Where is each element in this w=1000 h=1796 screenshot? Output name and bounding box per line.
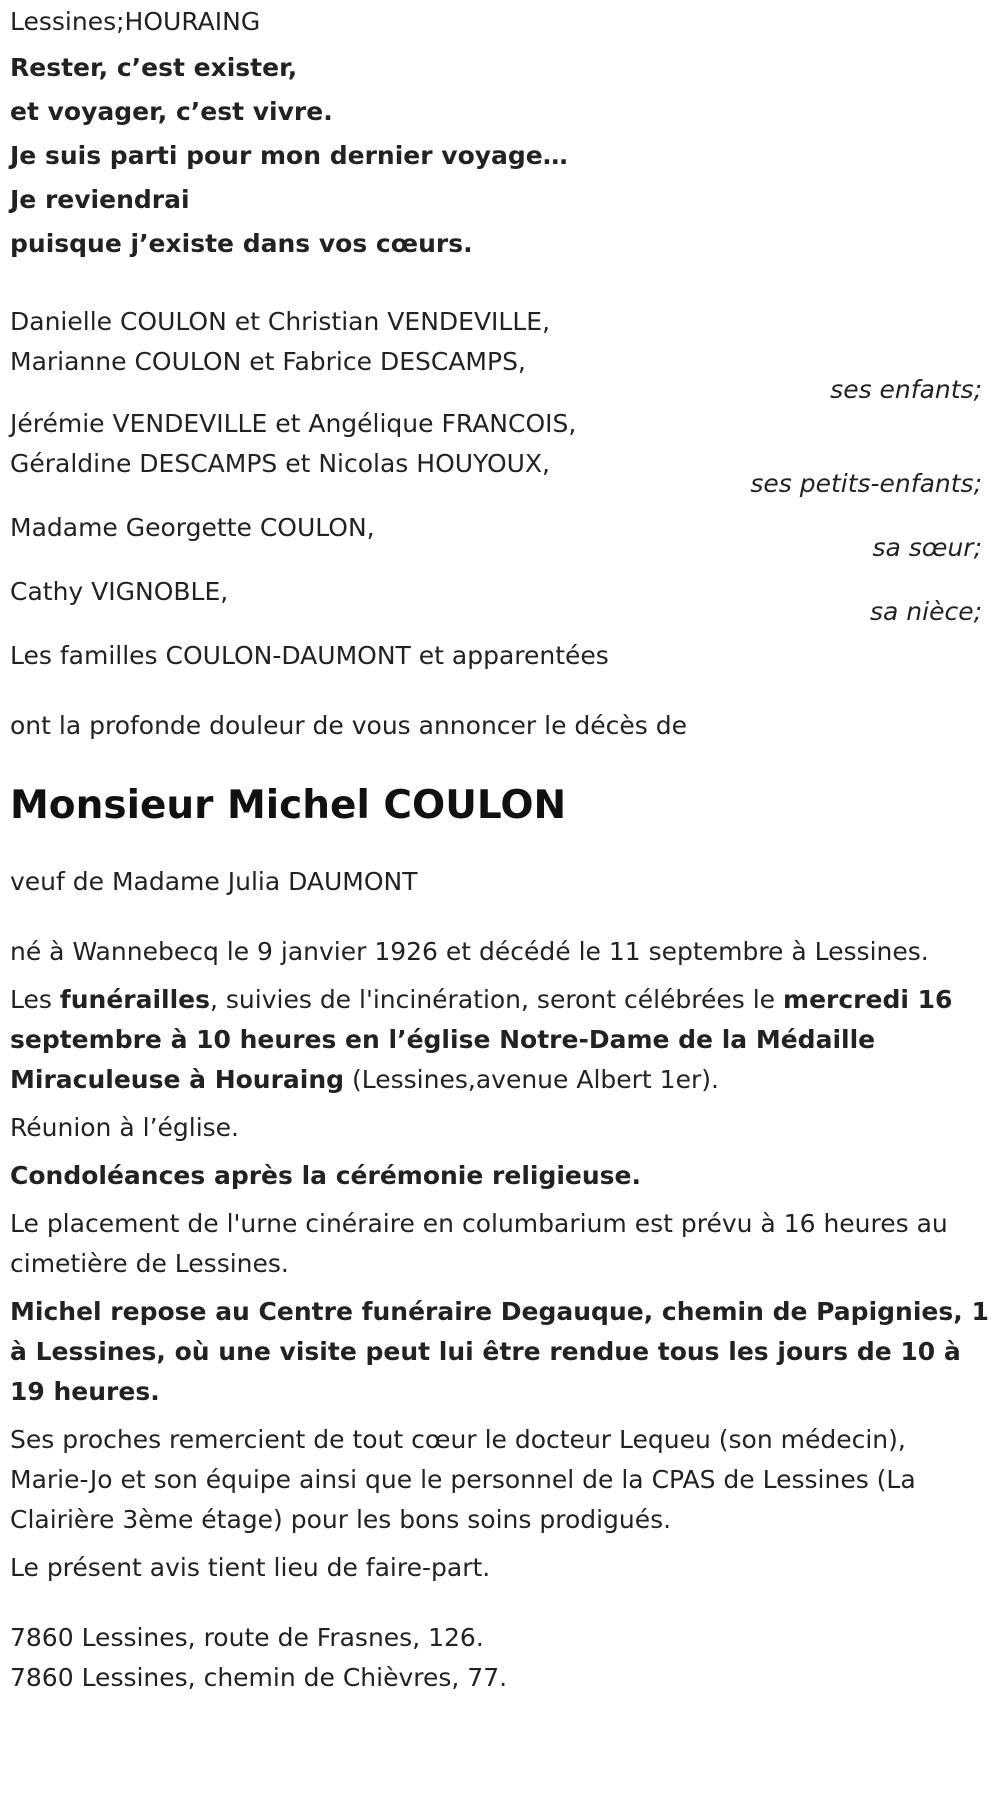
poem-line: et voyager, c’est vivre. xyxy=(10,97,333,126)
poem xyxy=(10,46,990,266)
rest-paragraph: Michel repose au Centre funéraire Degauque, chemin de Papignies, 1 à Lessines, où une visite peut lui être rendue tous les jours de 10 à 19 heures. xyxy=(10,1297,989,1406)
family-member: Madame Georgette COULON, xyxy=(10,513,375,542)
funeral-text: Les xyxy=(10,985,60,1014)
funeral-details: mercredi 16 septembre à 10 heures en l’église Notre-Dame de la Médaille Miraculeuse à Houraing xyxy=(10,985,953,1094)
thanks-paragraph: Ses proches remercient de tout cœur le docteur Lequeu (son médecin), Marie-Jo et son équipe ainsi que le personnel de la CPAS de Lessines (La Clairière 3ème étage) pour les bons soins prodigués. xyxy=(10,1425,916,1534)
family-member: Jérémie VENDEVILLE et Angélique FRANCOIS, xyxy=(10,409,577,438)
family-role: sa sœur; xyxy=(872,533,982,562)
family-member: Les familles COULON-DAUMONT et apparentées xyxy=(10,641,609,670)
family-role: ses enfants; xyxy=(830,375,982,404)
address-list xyxy=(10,1618,990,1698)
poem-line: puisque j’existe dans vos cœurs. xyxy=(10,229,473,258)
family-member: Danielle COULON et Christian VENDEVILLE, xyxy=(10,307,551,336)
obituary-page xyxy=(0,2,1000,1796)
address-line: 7860 Lessines, route de Frasnes, 126. xyxy=(10,1623,484,1652)
family-member: Géraldine DESCAMPS et Nicolas HOUYOUX, xyxy=(10,449,551,478)
birth-death-line: né à Wannebecq le 9 janvier 1926 et décédé le 11 septembre à Lessines. xyxy=(10,937,929,966)
address-line: 7860 Lessines, chemin de Chièvres, 77. xyxy=(10,1663,508,1692)
family-member: Cathy VIGNOBLE, xyxy=(10,577,229,606)
funeral-keyword: funérailles xyxy=(59,985,211,1014)
notice-line: Le présent avis tient lieu de faire-part. xyxy=(10,1553,491,1582)
condolences-line: Condoléances après la cérémonie religieuse. xyxy=(10,1161,642,1190)
funeral-address: (Lessines,avenue Albert 1er). xyxy=(344,1065,719,1094)
meeting-line: Réunion à l’église. xyxy=(10,1113,240,1142)
widow-line: veuf de Madame Julia DAUMONT xyxy=(10,867,418,896)
location-header: Lessines;HOURAING xyxy=(10,7,261,36)
family-role: sa nièce; xyxy=(869,597,982,626)
announcement: ont la profonde douleur de vous annoncer le décès de xyxy=(10,711,688,740)
urn-paragraph: Le placement de l'urne cinéraire en columbarium est prévu à 16 heures au cimetière de Lessines. xyxy=(10,1209,948,1278)
family-member: Marianne COULON et Fabrice DESCAMPS, xyxy=(10,347,526,376)
funeral-paragraph xyxy=(10,980,990,1100)
poem-line: Je reviendrai xyxy=(10,185,190,214)
family-list xyxy=(10,302,990,676)
funeral-text: , suivies de l'incinération, seront célébrées le xyxy=(210,985,784,1014)
poem-line: Je suis parti pour mon dernier voyage… xyxy=(10,141,568,170)
deceased-name: Monsieur Michel COULON xyxy=(10,783,567,828)
family-role: ses petits-enfants; xyxy=(750,469,982,498)
poem-line: Rester, c’est exister, xyxy=(10,53,298,82)
